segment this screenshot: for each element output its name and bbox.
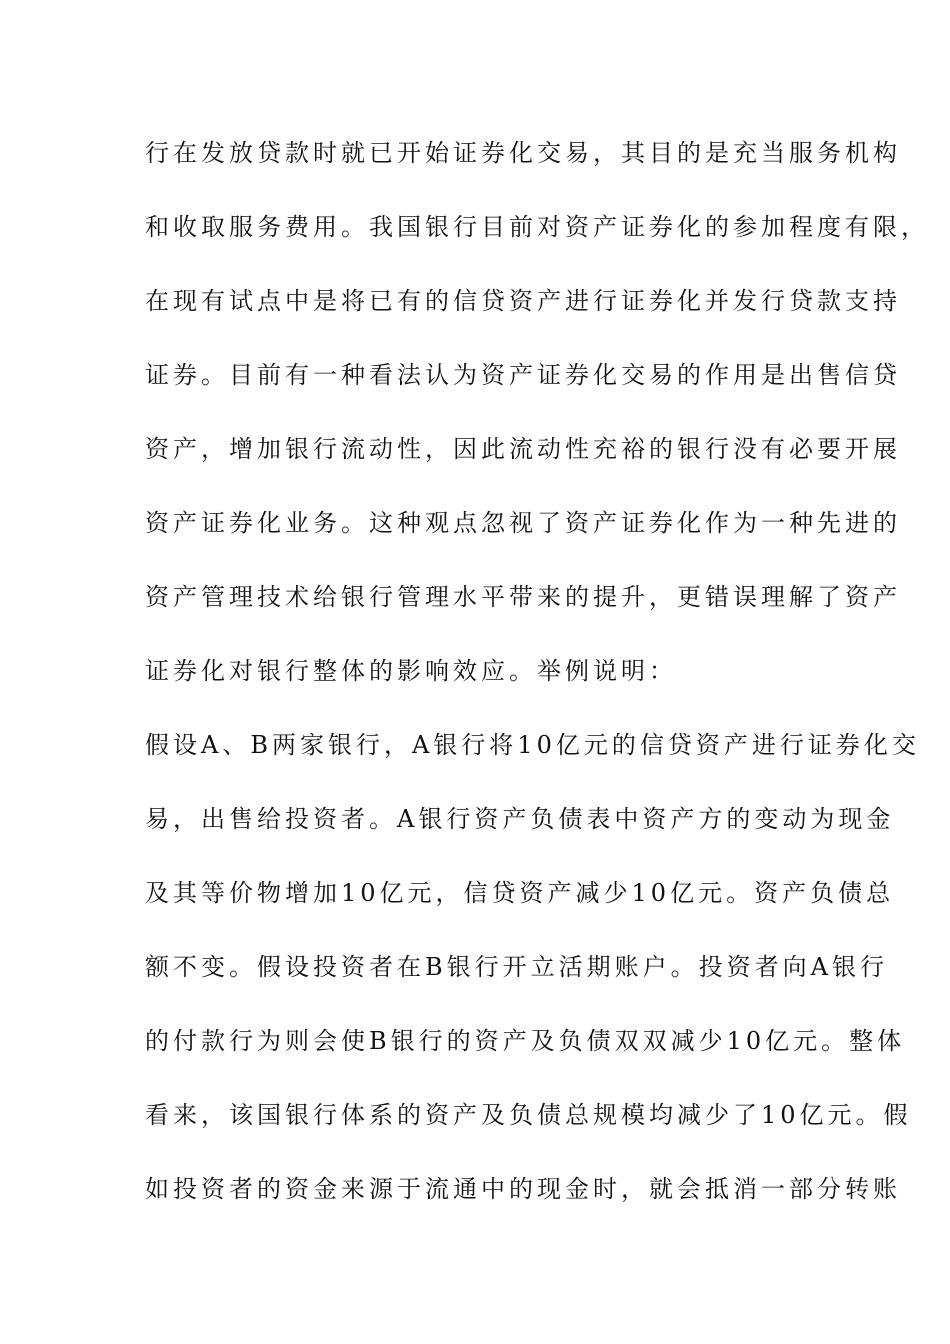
- text-line-2: 和收取服务费用。我国银行目前对资产证券化的参加程度有限，: [145, 213, 929, 241]
- text-line-12: 额不变。假设投资者在B银行开立活期账户。投资者向A银行: [145, 953, 888, 981]
- text-line-14: 看来，该国银行体系的资产及负债总规模均减少了10亿元。假: [145, 1101, 912, 1129]
- text-line-11: 及其等价物增加10亿元，信贷资产减少10亿元。资产负债总: [145, 879, 895, 907]
- text-line-7: 资产管理技术给银行管理水平带来的提升，更错误理解了资产: [145, 583, 901, 611]
- text-line-3: 在现有试点中是将已有的信贷资产进行证券化并发行贷款支持: [145, 287, 901, 315]
- text-line-13: 的付款行为则会使B银行的资产及负债双双减少10亿元。整体: [145, 1027, 906, 1055]
- text-line-15: 如投资者的资金来源于流通中的现金时，就会抵消一部分转账: [145, 1175, 901, 1203]
- text-line-9: 假设A、B两家银行，A银行将10亿元的信贷资产进行证券化交: [145, 731, 920, 759]
- text-line-10: 易，出售给投资者。A银行资产负债表中资产方的变动为现金: [145, 805, 895, 833]
- text-line-4: 证券。目前有一种看法认为资产证券化交易的作用是出售信贷: [145, 361, 901, 389]
- text-line-1: 行在发放贷款时就已开始证券化交易，其目的是充当服务机构: [145, 139, 901, 167]
- body-text: [145, 132, 929, 1242]
- text-line-6: 资产证券化业务。这种观点忽视了资产证券化作为一种先进的: [145, 509, 901, 537]
- text-line-5: 资产，增加银行流动性，因此流动性充裕的银行没有必要开展: [145, 435, 901, 463]
- text-line-8: 证券化对银行整体的影响效应。举例说明：: [145, 657, 677, 685]
